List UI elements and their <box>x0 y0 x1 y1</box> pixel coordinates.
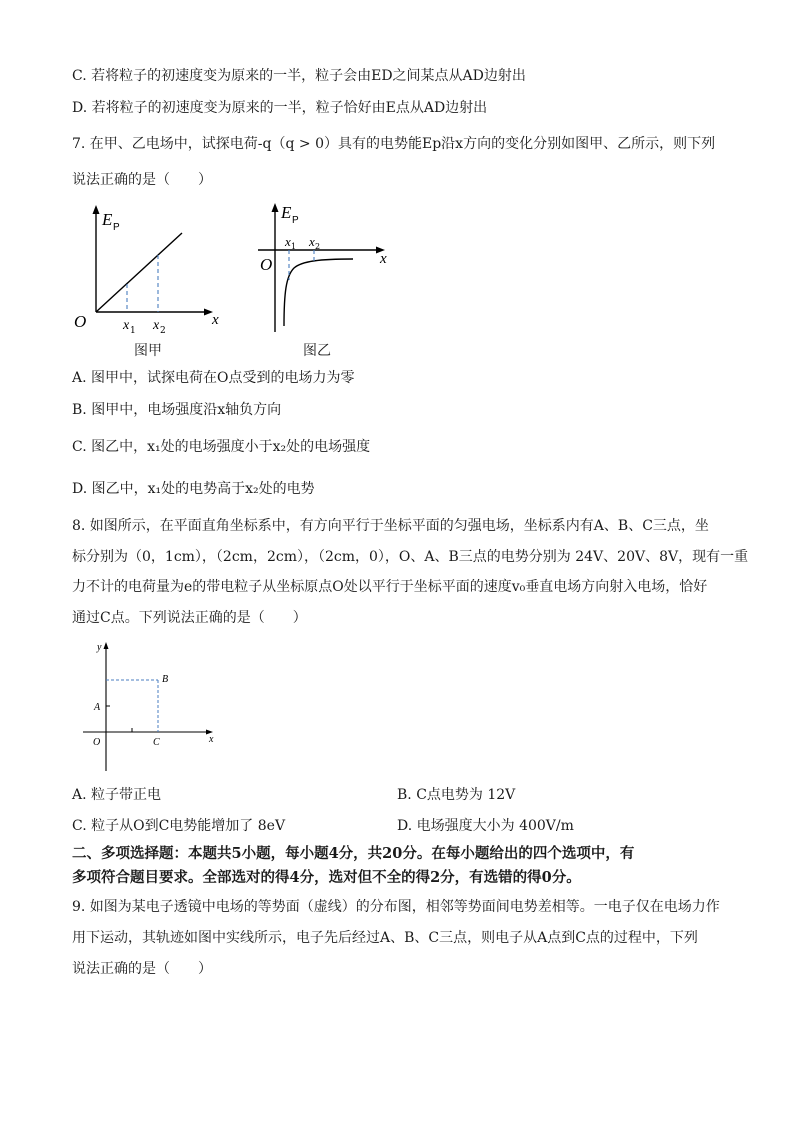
q9-stem-line1: 9. 如图为某电子透镜中电场的等势面（虚线）的分布图，相邻等势面间电势差相等。一电子仅在电场力作 <box>72 899 720 915</box>
q7-option-a: A. 图甲中，试探电荷在O点受到的电场力为零 <box>72 370 355 386</box>
q8-option-d: D. 电场强度大小为 400V/m <box>397 818 574 834</box>
q8-option-b: B. C点电势为 12V <box>397 787 516 803</box>
q7-fig2-x2-label: x <box>309 234 315 249</box>
q7-fig2-x1-label: x <box>285 234 291 249</box>
q7-caption-yi: 图乙 <box>303 343 331 359</box>
q7-stem-line2: 说法正确的是（ ） <box>72 172 212 188</box>
q7-fig2-ysub: P <box>292 215 299 226</box>
q7-fig2-y-arrow <box>272 203 279 212</box>
q7-fig1-xlabel: x <box>212 312 219 328</box>
q7-fig1-x1-sub: 1 <box>130 326 136 336</box>
q7-option-c: C. 图乙中，x₁处的电场强度小于x₂处的电场强度 <box>72 439 371 455</box>
q7-caption-jia: 图甲 <box>134 343 162 359</box>
q8-x-label: x <box>209 734 214 745</box>
q8-stem-line4: 通过C点。下列说法正确的是（ ） <box>72 610 307 626</box>
q7-fig2-x1-sub: 1 <box>291 242 297 251</box>
q7-fig1-x2-label: x <box>153 318 160 333</box>
q8-stem-line2: 标分别为（0，1cm），（2cm，2cm），（2cm，0），O、A、B三点的电势分别为 24V、20V、8V，现有一重 <box>72 549 749 565</box>
q7-fig1-x2-sub: 2 <box>160 326 166 336</box>
q8-option-a: A. 粒子带正电 <box>72 787 162 803</box>
q8-point-c: C <box>153 737 160 748</box>
q7-fig1-x1-label: x <box>123 318 130 333</box>
q7-fig2-x2-sub: 2 <box>315 242 321 251</box>
q7-stem-line1: 7. 在甲、乙电场中，试探电荷-q（q > 0）具有的电势能Ep沿x方向的变化分别如图甲、乙所示，则下列 <box>72 136 716 152</box>
q7-fig2-curve <box>284 259 353 326</box>
q7-fig2-origin: O <box>260 255 273 274</box>
q7-fig1-ylabel: E <box>102 210 113 229</box>
q8-point-a: A <box>94 702 101 713</box>
q8-stem-line1: 8. 如图所示，在平面直角坐标系中，有方向平行于坐标平面的匀强电场，坐标系内有A、B、C三点，坐 <box>72 518 709 534</box>
section2-heading-line2: 多项符合题目要求。全部选对的得4分，选对但不全的得2分，有选错的得0分。 <box>72 869 581 886</box>
q8-stem-line3: 力不计的电荷量为e的带电粒子从坐标原点O处以平行于坐标平面的速度v₀垂直电场方向射入电场，恰好 <box>72 579 708 595</box>
q7-fig1-y-arrow <box>93 205 100 214</box>
q7-fig1-ysub: P <box>113 222 120 233</box>
q7-fig1-origin: O <box>74 312 87 331</box>
q7-fig2-ylabel: E <box>281 203 292 222</box>
q8-point-b: B <box>162 674 169 685</box>
q9-stem-line2: 用下运动，其轨迹如图中实线所示，电子先后经过A、B、C三点，则电子从A点到C点的过程中，下列 <box>72 930 698 946</box>
q8-figure <box>80 636 225 776</box>
q7-fig1-line <box>96 233 182 312</box>
section2-heading-line1: 二、多项选择题：本题共5小题，每小题4分，共20分。在每小题给出的四个选项中，有 <box>72 845 635 862</box>
q8-y-arrow <box>104 642 109 649</box>
q8-y-label: y <box>97 642 102 653</box>
q8-option-c: C. 粒子从O到C电势能增加了 8eV <box>72 818 286 834</box>
q7-figure-yi <box>250 198 400 338</box>
q9-stem-line3: 说法正确的是（ ） <box>72 961 212 977</box>
q6-option-c: C. 若将粒子的初速度变为原来的一半，粒子会由ED之间某点从AD边射出 <box>72 68 526 84</box>
q7-option-b: B. 图甲中，电场强度沿x轴负方向 <box>72 402 282 418</box>
q7-fig2-xlabel: x <box>380 251 387 267</box>
q7-figure-jia <box>70 200 230 335</box>
q6-option-d: D. 若将粒子的初速度变为原来的一半，粒子恰好由E点从AD边射出 <box>72 100 488 116</box>
q8-point-o: O <box>93 737 101 748</box>
q7-option-d: D. 图乙中，x₁处的电势高于x₂处的电势 <box>72 481 315 497</box>
